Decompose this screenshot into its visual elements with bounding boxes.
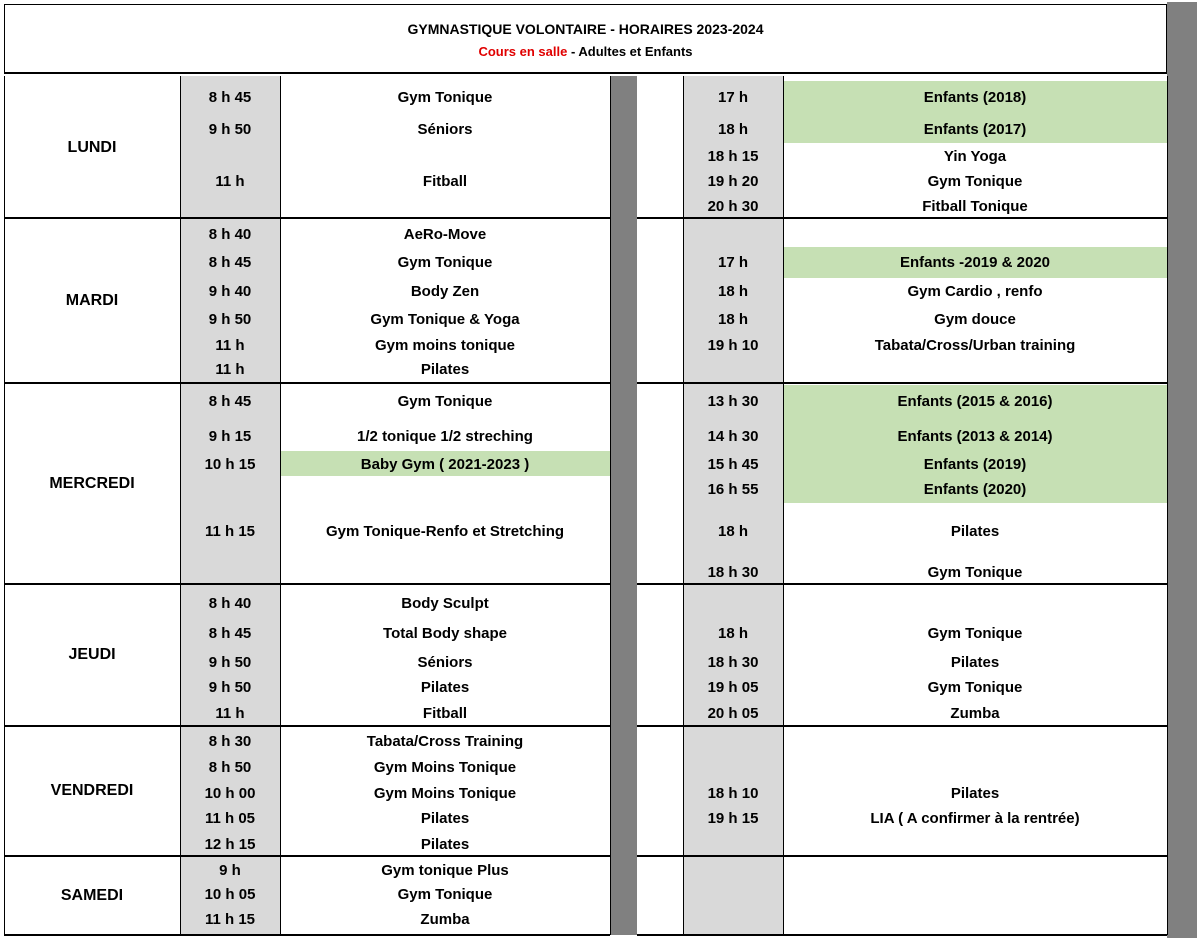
morning-course: Gym Tonique — [397, 254, 493, 271]
morning-time: 8 h 40 — [208, 226, 252, 243]
day-label: MARDI — [65, 291, 119, 309]
morning-course: Gym Moins Tonique — [373, 785, 517, 802]
morning-course: Gym Tonique — [397, 886, 493, 903]
evening-time: 15 h 45 — [707, 456, 759, 473]
evening-course: Gym Tonique — [927, 564, 1023, 581]
evening-course: Enfants -2019 & 2020 — [899, 254, 1051, 271]
evening-course: Yin Yoga — [943, 148, 1007, 165]
grid-vline — [1167, 76, 1168, 935]
morning-course: Body Sculpt — [401, 595, 489, 612]
morning-time: 8 h 45 — [208, 625, 252, 642]
day-label: JEUDI — [68, 646, 116, 663]
morning-course: Séniors — [417, 654, 473, 671]
morning-course: Gym Moins Tonique — [373, 759, 517, 776]
morning-course: Total Body shape — [383, 625, 507, 642]
evening-time: 18 h 15 — [707, 148, 759, 165]
evening-time: 18 h — [717, 625, 748, 642]
evening-time: 18 h 10 — [707, 785, 759, 802]
morning-course: Gym Tonique & Yoga — [370, 311, 520, 328]
grid-vline — [280, 76, 281, 935]
morning-time: 11 h 15 — [204, 911, 256, 928]
evening-course: Tabata/Cross/Urban training — [874, 337, 1076, 354]
evening-time: 19 h 05 — [707, 679, 759, 696]
day-label: SAMEDI — [60, 886, 124, 904]
evening-course: Fitball Tonique — [922, 198, 1028, 215]
evening-course: Pilates — [950, 785, 1000, 802]
evening-course: Enfants (2018) — [923, 89, 1027, 106]
morning-time: 11 h — [215, 337, 245, 354]
morning-course: Gym tonique Plus — [381, 862, 509, 879]
morning-time: 10 h 05 — [204, 886, 256, 903]
evening-time: 19 h 10 — [707, 337, 759, 354]
evening-time: 18 h — [717, 283, 748, 300]
page-title: GYMNASTIQUE VOLONTAIRE - HORAIRES 2023-2024 — [407, 21, 764, 37]
grid-vline — [610, 76, 611, 935]
morning-time: 10 h 00 — [204, 785, 256, 802]
evening-course: Gym Tonique — [927, 625, 1023, 642]
morning-time: 9 h 50 — [208, 654, 252, 671]
evening-course: Enfants (2019) — [923, 456, 1027, 473]
morning-course: Gym Tonique-Renfo et Stretching — [325, 523, 565, 540]
morning-time: 11 h 05 — [204, 810, 256, 827]
morning-course: 1/2 tonique 1/2 streching — [357, 428, 533, 445]
evening-time: 13 h 30 — [707, 393, 759, 410]
evening-time: 19 h 20 — [707, 173, 759, 190]
morning-course: AeRo-Move — [403, 226, 487, 243]
day-separator-line — [637, 855, 1167, 857]
morning-time: 8 h 30 — [208, 733, 252, 750]
morning-time: 9 h — [219, 862, 241, 879]
day-separator-line — [637, 217, 1167, 219]
morning-course: Baby Gym ( 2021-2023 ) — [360, 456, 530, 473]
morning-time: 11 h 15 — [204, 523, 256, 540]
morning-time: 9 h 50 — [208, 121, 252, 138]
morning-time: 8 h 45 — [208, 254, 252, 271]
day-separator-line — [637, 382, 1167, 384]
day-label: MERCREDI — [49, 474, 135, 492]
morning-time: 8 h 45 — [208, 89, 252, 106]
day-label: VENDREDI — [50, 782, 134, 799]
evening-time: 18 h — [717, 523, 748, 540]
evening-course: Gym douce — [934, 311, 1016, 328]
evening-time: 14 h 30 — [707, 428, 759, 445]
morning-time: 12 h 15 — [204, 836, 256, 853]
evening-course: Gym Tonique — [927, 679, 1023, 696]
morning-time: 8 h 40 — [208, 595, 252, 612]
evening-time: 17 h — [717, 254, 748, 271]
morning-course: Fitball — [422, 705, 468, 722]
evening-time: 19 h 15 — [707, 810, 759, 827]
morning-course: Pilates — [420, 836, 470, 853]
evening-course: Pilates — [950, 654, 1000, 671]
evening-time: 16 h 55 — [707, 481, 759, 498]
evening-course: Enfants (2020) — [923, 481, 1027, 498]
grid-vline — [180, 76, 181, 935]
day-separator-line — [637, 934, 1167, 936]
morning-time: 9 h 15 — [208, 428, 252, 445]
morning-time: 8 h 50 — [208, 759, 252, 776]
morning-course: Gym moins tonique — [374, 337, 515, 354]
morning-time: 9 h 40 — [208, 283, 252, 300]
morning-course: Body Zen — [410, 283, 480, 300]
morning-course: Pilates — [420, 361, 470, 378]
morning-time: 9 h 50 — [208, 679, 252, 696]
day-label: LUNDI — [67, 139, 117, 156]
day-separator-line — [637, 725, 1167, 727]
evening-time: 18 h 30 — [707, 654, 759, 671]
morning-course: Tabata/Cross Training — [366, 733, 524, 750]
day-separator-line — [637, 583, 1167, 585]
center-separator — [610, 76, 637, 935]
evening-course: Pilates — [950, 523, 1000, 540]
morning-course: Pilates — [420, 810, 470, 827]
morning-course: Zumba — [420, 911, 470, 928]
right-separator — [1167, 2, 1197, 938]
morning-course: Gym Tonique — [397, 393, 493, 410]
evening-course: Gym Tonique — [927, 173, 1023, 190]
evening-course: Enfants (2015 & 2016) — [897, 393, 1053, 410]
morning-time: 11 h — [215, 361, 245, 378]
evening-course: Enfants (2017) — [923, 121, 1027, 138]
morning-course: Fitball — [422, 173, 468, 190]
morning-course: Gym Tonique — [397, 89, 493, 106]
evening-time: 18 h 30 — [707, 564, 759, 581]
evening-time: 20 h 30 — [707, 198, 759, 215]
evening-course: LIA ( A confirmer à la rentrée) — [870, 810, 1080, 827]
morning-course: Pilates — [420, 679, 470, 696]
evening-time: 17 h — [717, 89, 748, 106]
morning-time: 9 h 50 — [208, 311, 252, 328]
subtitle-red: Cours en salle — [478, 44, 568, 59]
evening-course: Gym Cardio , renfo — [907, 283, 1043, 300]
evening-course: Zumba — [950, 705, 1000, 722]
morning-time-column-bg — [180, 76, 280, 935]
morning-time: 11 h — [215, 705, 245, 722]
evening-time: 18 h — [717, 121, 748, 138]
evening-time: 18 h — [717, 311, 748, 328]
subtitle-rest: - Adultes et Enfants — [567, 44, 693, 59]
morning-time: 10 h 15 — [204, 456, 256, 473]
evening-course: Enfants (2013 & 2014) — [897, 428, 1053, 445]
morning-course: Séniors — [417, 121, 473, 138]
morning-time: 11 h — [215, 173, 245, 190]
morning-time: 8 h 45 — [208, 393, 252, 410]
evening-time: 20 h 05 — [707, 705, 759, 722]
